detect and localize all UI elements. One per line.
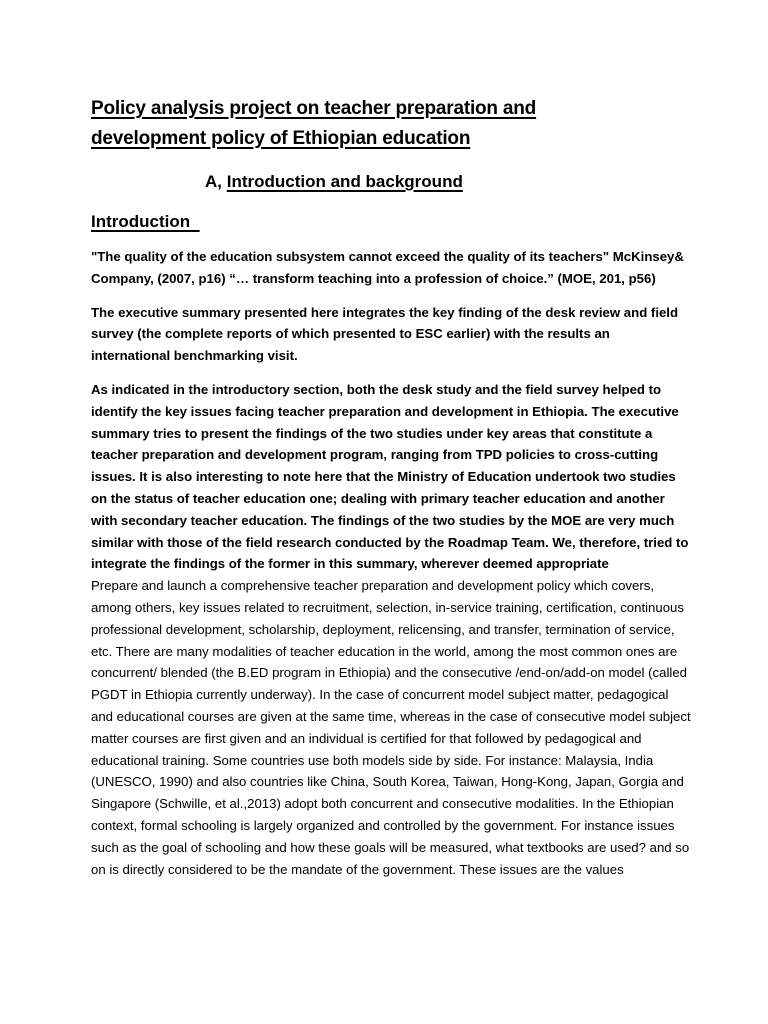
section-heading (205, 170, 691, 194)
document-title (91, 94, 691, 154)
executive-summary-paragraph: The executive summary presented here integrates the key finding of the desk review and field survey (the complete reports of which presented to ESC earlier) with the results an international benchmarking visit. (91, 304, 679, 364)
introduction-heading: Introduction (91, 212, 200, 231)
section-heading-title: Introduction and background (226, 172, 463, 191)
document-title-line-2: development policy of Ethiopian education (91, 128, 471, 149)
policy-paragraph: Prepare and launch a comprehensive teacher preparation and development policy which covers, among others, key issues related to recruitment, selection, in-service training, certification, continuous professional development, scholarship, deployment, relicensing, and transfer, termination of service, etc. There are many modalities of teacher education in the world, among the most common ones are concurrent/ blended (the B.ED program in Ethiopia) and the consecutive /end-on/add-on model (called PGDT in Ethiopia currently underway). In the case of concurrent model subject matter, pedagogical and educational courses are given at the same time, whereas in the case of consecutive model subject matter courses are first given and an individual is certified for that followed by pedagogical and educational training. Some countries use both models side by side. For instance: Malaysia, India (UNESCO, 1990) and also countries like China, South Korea, Taiwan, Hong-Kong, Japan, Gorgia and Singapore (Schwille, et al.,2013) adopt both concurrent and consecutive modalities. In the Ethiopian context, formal schooling is largely organized and controlled by the government. For instance issues such as the goal of schooling and how these goals will be measured, what textbooks are used? and so on is directly considered to be the mandate of the government. These issues are the values (91, 578, 691, 877)
quote-paragraph: "The quality of the education subsystem cannot exceed the quality of its teachers" McKinsey& Company, (2007, p16) “… transform teaching into a profession of choice.” (MOE, 201, p56) (91, 249, 684, 286)
findings-paragraph: As indicated in the introductory section, both the desk study and the field survey helped to identify the key issues facing teacher preparation and development in Ethiopia. The executive summary tries to present the findings of the two studies under key areas that constitute a teacher preparation and development program, ranging from TPD policies to cross-cutting issues. It is also interesting to note here that the Ministry of Education undertook two studies on the status of teacher education one; dealing with primary teacher education and another with secondary teacher education. The findings of the two studies by the MOE are very much similar with those of the field research conducted by the Roadmap Team. We, therefore, tried to integrate the findings of the former in this summary, wherever deemed appropriate (91, 381, 689, 572)
document-content (91, 94, 691, 880)
section-heading-prefix: A, (205, 172, 227, 191)
document-title-line-1: Policy analysis project on teacher preparation and (91, 98, 537, 119)
